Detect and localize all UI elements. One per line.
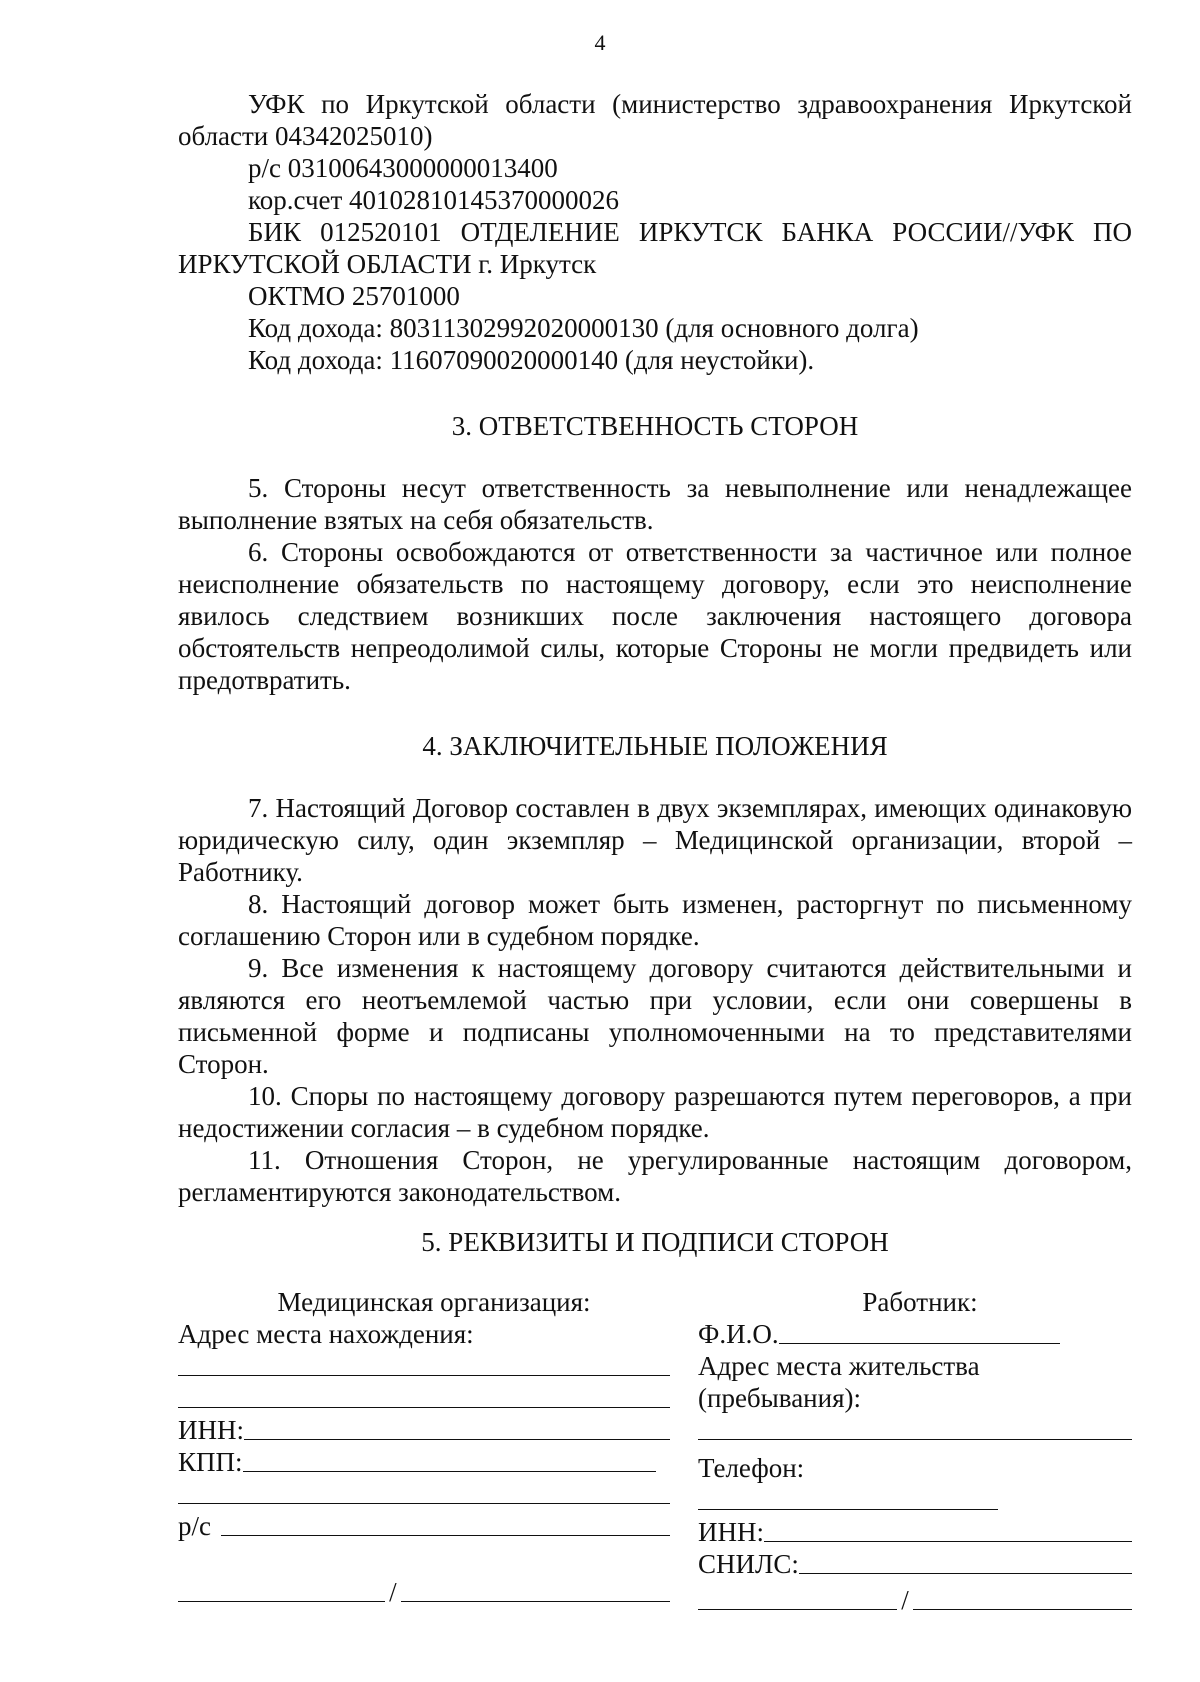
employee-column: [698, 1286, 1132, 1616]
kpp-label: КПП:: [178, 1447, 243, 1477]
rs-label: р/с: [178, 1511, 211, 1541]
phone-field[interactable]: [698, 1509, 998, 1510]
fio-label: Ф.И.О.: [698, 1319, 779, 1349]
clause-11: 11. Отношения Сторон, не урегулированные настоящим договором, регламентируются законодательством.: [178, 1145, 1132, 1207]
clause-8: 8. Настоящий договор может быть изменен, расторгнут по письменному соглашению Сторон или в судебном порядке.: [178, 889, 1132, 951]
name-field-left[interactable]: [401, 1601, 670, 1602]
medical-organization-column: [178, 1286, 670, 1608]
snils-label: СНИЛС:: [698, 1549, 799, 1579]
bank-corr-account: кор.счет 40102810145370000026: [248, 185, 620, 215]
employee-header: Работник:: [862, 1287, 978, 1317]
bank-oktmo: ОКТМО 25701000: [248, 281, 460, 311]
residence-field[interactable]: [698, 1439, 1132, 1440]
inn-field-right[interactable]: [764, 1541, 1132, 1542]
clause-5: 5. Стороны несут ответственность за невыполнение или ненадлежащее выполнение взятых на себя обязательств.: [178, 473, 1132, 535]
kpp-extra-line[interactable]: [178, 1503, 670, 1504]
signature-line-right: /: [698, 1584, 1132, 1616]
clause-7: 7. Настоящий Договор составлен в двух экземплярах, имеющих одинаковую юридическую силу, один экземпляр – Медицинской организации, второй – Работнику.: [178, 793, 1132, 887]
income-code-penalty: Код дохода: 11607090020000140 (для неустойки).: [248, 345, 815, 375]
rs-field[interactable]: [221, 1535, 670, 1536]
bank-recipient: УФК по Иркутской области (министерство здравоохранения Иркутской области 04342025010): [178, 89, 1132, 151]
medical-org-header: Медицинская организация:: [277, 1287, 591, 1317]
kpp-field[interactable]: [243, 1471, 656, 1472]
phone-label: Телефон:: [698, 1453, 805, 1483]
signature-line-left: /: [178, 1576, 670, 1608]
residence-address-label: Адрес места жительства: [698, 1351, 980, 1381]
name-field-right[interactable]: [913, 1609, 1132, 1610]
inn-field-left[interactable]: [244, 1439, 670, 1440]
section-4-title: 4. ЗАКЛЮЧИТЕЛЬНЫЕ ПОЛОЖЕНИЯ: [422, 731, 888, 761]
signature-field-right[interactable]: [698, 1609, 897, 1610]
section-5-title: 5. РЕКВИЗИТЫ И ПОДПИСИ СТОРОН: [421, 1227, 889, 1257]
fio-field[interactable]: [779, 1343, 1060, 1344]
document-body: [178, 88, 1132, 1280]
inn-label-left: ИНН:: [178, 1415, 244, 1445]
residence-address-label-2: (пребывания):: [698, 1383, 861, 1413]
clause-9: 9. Все изменения к настоящему договору считаются действительными и являются его неотъемлемой частью при условии, если они совершены в письменной форме и подписаны уполномоченными на то представителями Сторон.: [178, 953, 1132, 1079]
address-line-2[interactable]: [178, 1407, 670, 1408]
signatures-block: [178, 1286, 1132, 1616]
snils-field[interactable]: [799, 1573, 1132, 1574]
clause-6: 6. Стороны освобождаются от ответственности за частичное или полное неисполнение обязательств по настоящему договору, если это неисполнение явилось следствием возникших после заключения настоящего договора обстоятельств непреодолимой силы, которые Стороны не могли предвидеть или предотвратить.: [178, 537, 1132, 695]
inn-label-right: ИНН:: [698, 1517, 764, 1547]
page-number: 4: [594, 30, 606, 55]
clause-10: 10. Споры по настоящему договору разрешаются путем переговоров, а при недостижении согласия – в судебном порядке.: [178, 1081, 1132, 1143]
bank-account: р/с 03100643000000013400: [248, 153, 558, 183]
medical-org-address-label: Адрес места нахождения:: [178, 1319, 474, 1349]
signature-field-left[interactable]: [178, 1601, 385, 1602]
income-code-principal: Код дохода: 80311302992020000130 (для основного долга): [248, 313, 919, 343]
address-line-1[interactable]: [178, 1375, 670, 1376]
section-3-title: 3. ОТВЕТСТВЕННОСТЬ СТОРОН: [451, 411, 859, 441]
bank-bik: БИК 012520101 ОТДЕЛЕНИЕ ИРКУТСК БАНКА РОССИИ//УФК ПО ИРКУТСКОЙ ОБЛАСТИ г. Иркутск: [178, 217, 1132, 279]
